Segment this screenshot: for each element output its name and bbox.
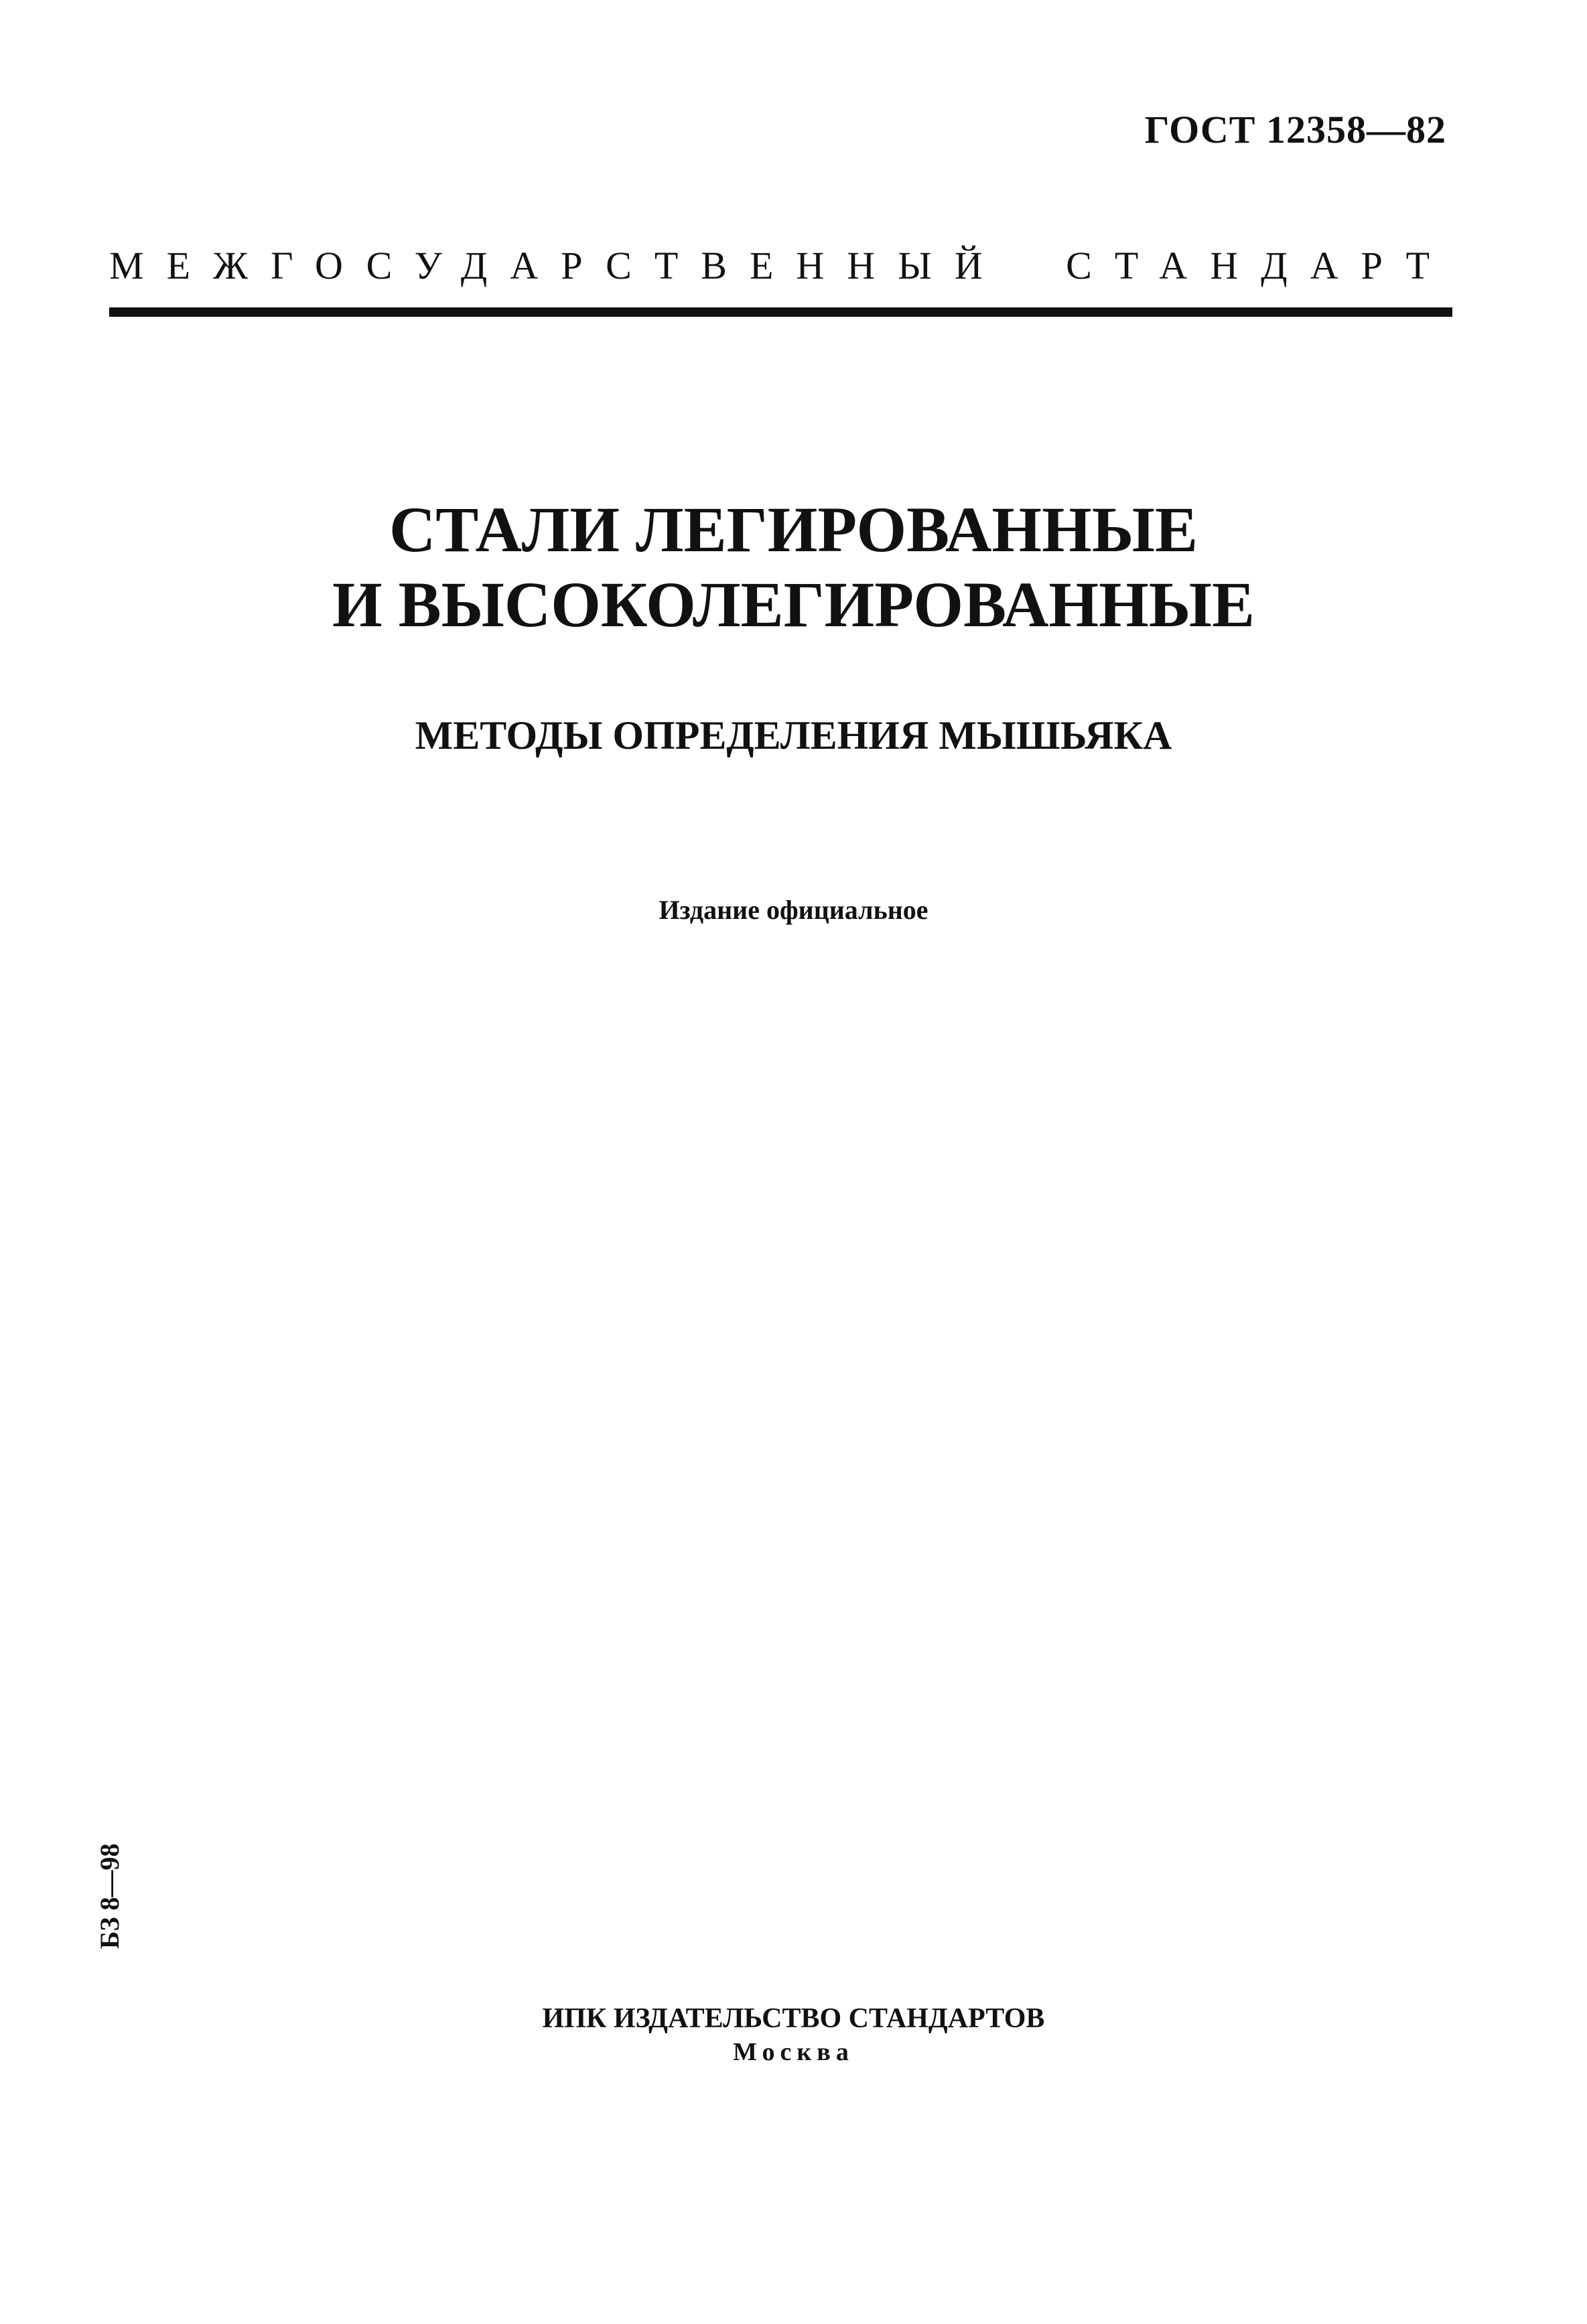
publisher-city: Москва xyxy=(733,2038,854,2066)
edition-note: Издание официальное xyxy=(659,895,928,925)
publisher-block xyxy=(0,2003,1587,2067)
gost-number: ГОСТ 12358—82 xyxy=(1144,108,1446,151)
header-band xyxy=(109,244,1452,317)
side-code: БЗ 8—98 xyxy=(94,1843,125,1949)
standard-category xyxy=(109,244,1452,287)
header-rule xyxy=(109,307,1452,317)
publisher-name: ИПК ИЗДАТЕЛЬСТВО СТАНДАРТОВ xyxy=(542,2003,1045,2034)
title-line-2: И ВЫСОКОЛЕГИРОВАННЫЕ xyxy=(332,569,1255,640)
category-word-standard: СТАНДАРТ xyxy=(1066,244,1452,287)
title-line-1: СТАЛИ ЛЕГИРОВАННЫЕ xyxy=(389,494,1198,565)
category-word-interstate: МЕЖГОСУДАРСТВЕННЫЙ xyxy=(109,244,1006,287)
title-block xyxy=(0,492,1587,759)
subtitle: МЕТОДЫ ОПРЕДЕЛЕНИЯ МЫШЬЯКА xyxy=(415,713,1172,757)
